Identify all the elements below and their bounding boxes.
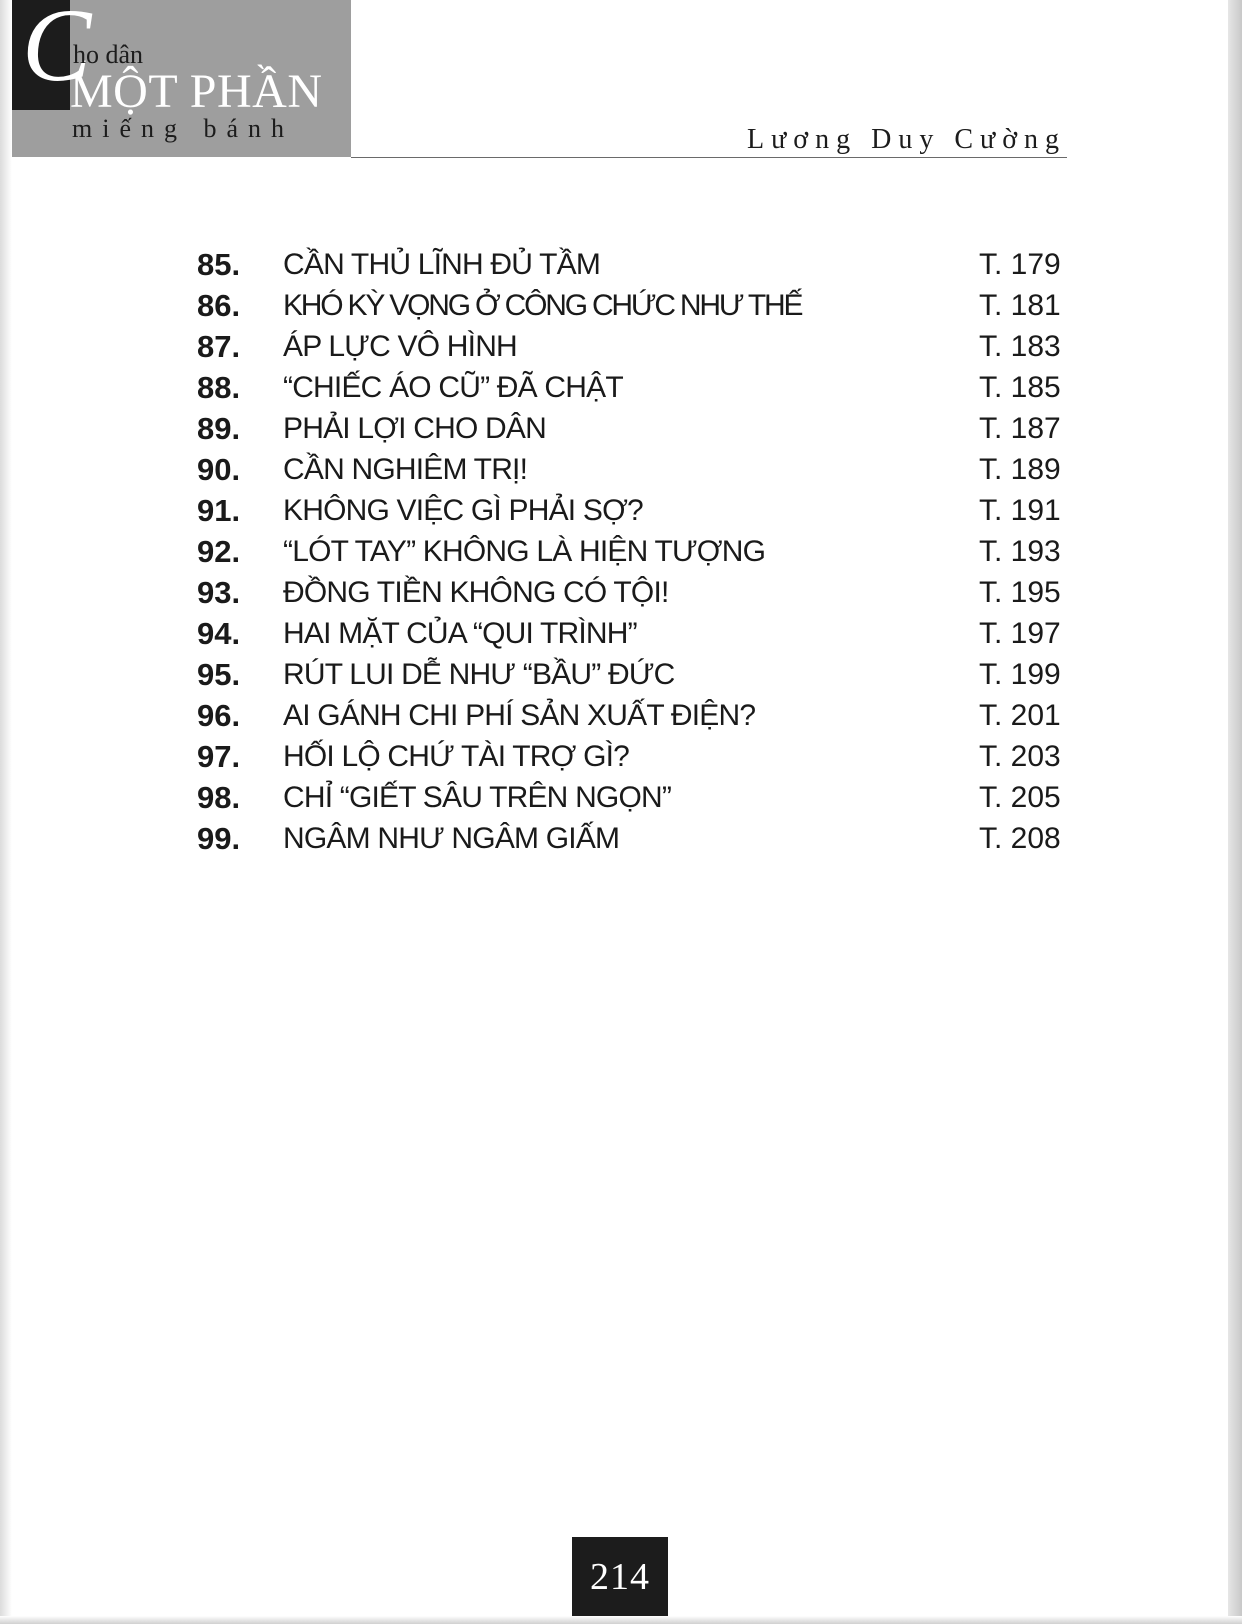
toc-entry [197, 408, 1065, 449]
toc-entry [197, 285, 1065, 326]
toc-entry [197, 449, 1065, 490]
toc-entry-page: T. 183 [979, 329, 1061, 363]
toc-entry-number: 88. [197, 369, 241, 405]
toc-entry-title: “LÓT TAY” KHÔNG LÀ HIỆN TƯỢNG [283, 534, 766, 568]
toc-entry-title: PHẢI LỢI CHO DÂN [283, 411, 546, 445]
toc-entry-title: KHÓ KỲ VỌNG Ở CÔNG CHỨC NHƯ THẾ [283, 288, 802, 322]
toc-entry-page: T. 179 [979, 247, 1061, 281]
toc-entry-number: 91. [197, 492, 241, 528]
toc-entry-title: HỐI LỘ CHỨ TÀI TRỢ GÌ? [283, 739, 630, 773]
author-name: Lương Duy Cường [747, 124, 1066, 155]
toc-entry-page: T. 195 [979, 575, 1061, 609]
toc-entry-title: AI GÁNH CHI PHÍ SẢN XUẤT ĐIỆN? [283, 698, 756, 732]
toc-entry-number: 85. [197, 246, 241, 282]
toc-entry-number: 98. [197, 779, 241, 815]
toc-entry [197, 654, 1065, 695]
toc-entry-page: T. 189 [979, 452, 1061, 486]
toc-entry-title: RÚT LUI DỄ NHƯ “BẦU” ĐỨC [283, 657, 675, 691]
toc-entry-title: CẦN THỦ LĨNH ĐỦ TẦM [283, 247, 601, 281]
toc-entry-page: T. 199 [979, 657, 1061, 691]
toc-entry-number: 99. [197, 820, 241, 856]
toc-entry-number: 97. [197, 738, 241, 774]
toc-entry-number: 86. [197, 287, 241, 323]
toc-entry-number: 87. [197, 328, 241, 364]
toc-entry-page: T. 203 [979, 739, 1061, 773]
page-edge-left [0, 0, 12, 1624]
toc-entry-number: 95. [197, 656, 241, 692]
book-logo-small-text: ho dân [73, 40, 144, 69]
toc-entry-page: T. 191 [979, 493, 1061, 527]
toc-entry-title: CẦN NGHIÊM TRỊ! [283, 452, 528, 486]
toc-entry-number: 90. [197, 451, 241, 487]
book-logo-initial: C [22, 0, 92, 103]
book-logo-big-text: MỘT PHẦN [70, 65, 323, 118]
toc-entry [197, 736, 1065, 777]
toc-entry-number: 94. [197, 615, 241, 651]
toc-entry-page: T. 187 [979, 411, 1061, 445]
toc-entry-title: CHỈ “GIẾT SÂU TRÊN NGỌN” [283, 780, 672, 814]
toc-entry-page: T. 201 [979, 698, 1061, 732]
toc-entry [197, 244, 1065, 285]
page-number: 214 [572, 1537, 668, 1616]
toc-entry-title: ĐỒNG TIỀN KHÔNG CÓ TỘI! [283, 575, 669, 609]
toc-entry [197, 490, 1065, 531]
table-of-contents [197, 244, 1065, 859]
toc-entry-page: T. 197 [979, 616, 1061, 650]
toc-entry-title: “CHIẾC ÁO CŨ” ĐÃ CHẬT [283, 370, 623, 404]
toc-entry [197, 777, 1065, 818]
toc-entry-title: NGÂM NHƯ NGÂM GIẤM [283, 821, 620, 855]
toc-entry [197, 572, 1065, 613]
page-edge-bottom [0, 1616, 1242, 1624]
toc-entry [197, 818, 1065, 859]
toc-entry [197, 531, 1065, 572]
toc-entry-title: KHÔNG VIỆC GÌ PHẢI SỢ? [283, 493, 643, 527]
toc-entry [197, 613, 1065, 654]
toc-entry [197, 367, 1065, 408]
header-divider [351, 157, 1067, 158]
toc-entry [197, 326, 1065, 367]
toc-entry-number: 92. [197, 533, 241, 569]
toc-entry-number: 89. [197, 410, 241, 446]
page-edge-right [1228, 0, 1242, 1624]
toc-entry-number: 93. [197, 574, 241, 610]
toc-entry-title: HAI MẶT CỦA “QUI TRÌNH” [283, 616, 637, 650]
toc-entry-page: T. 185 [979, 370, 1061, 404]
toc-entry-page: T. 193 [979, 534, 1061, 568]
toc-entry-page: T. 205 [979, 780, 1061, 814]
toc-entry-page: T. 208 [979, 821, 1061, 855]
toc-entry-number: 96. [197, 697, 241, 733]
toc-entry [197, 695, 1065, 736]
toc-entry-title: ÁP LỰC VÔ HÌNH [283, 329, 517, 363]
book-logo-sub-text: miếng bánh [72, 114, 295, 143]
toc-entry-page: T. 181 [979, 288, 1061, 322]
